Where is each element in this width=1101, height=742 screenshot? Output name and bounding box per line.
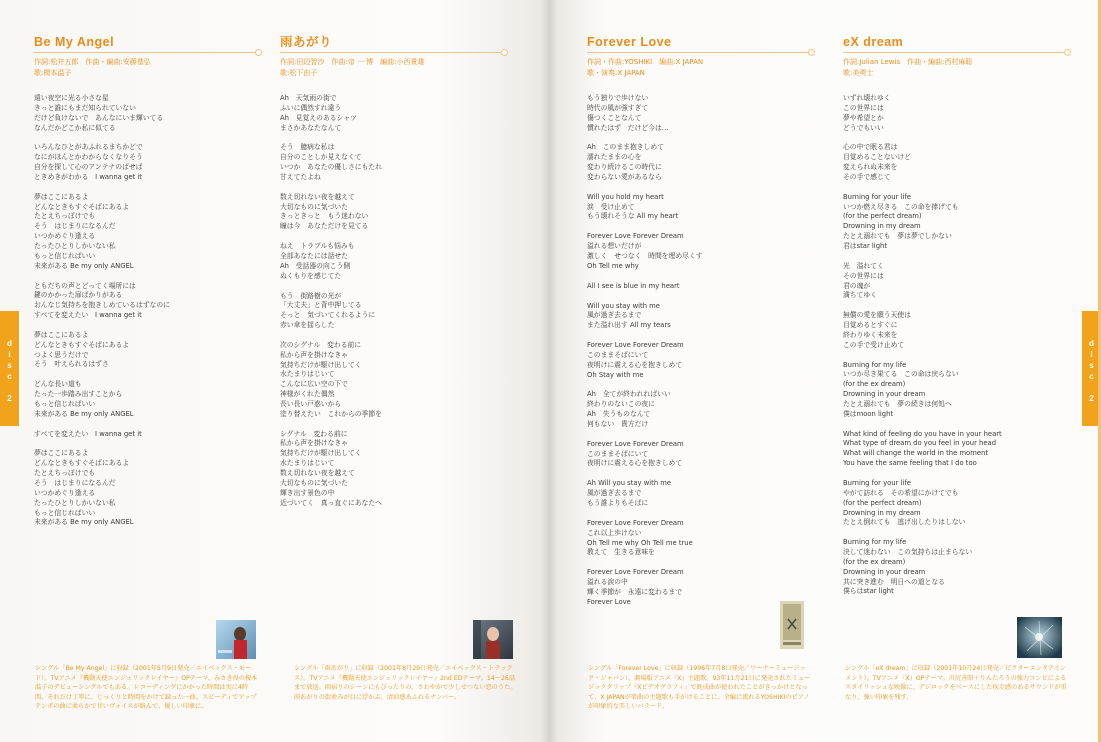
lyric-line: Oh Tell me why Oh Tell me true <box>587 538 693 547</box>
lyric-line: Ah 失うものなんて <box>587 410 651 419</box>
lyric-line: もう壊れそうな All my heart <box>587 212 679 221</box>
song-title: Be My Angel <box>34 35 115 49</box>
lyric-line: 心の中で眠る君は <box>843 143 898 152</box>
lyric-line: この世界には <box>843 103 884 112</box>
lyric-line: このままそばにいて <box>587 449 649 458</box>
lyric-stanza <box>843 262 1068 301</box>
lyric-stanza <box>587 479 812 509</box>
lyric-stanza <box>34 331 259 370</box>
lyric-line: (for the perfect dream) <box>843 212 922 221</box>
disc-tab-label <box>4 338 15 404</box>
lyric-stanza <box>587 390 812 429</box>
lyric-line: 瞳は今 あなただけを見てる <box>280 222 369 231</box>
lyric-line: いつか燃え尽きる この命を捧げても <box>843 202 959 211</box>
disc-tab-label <box>1086 338 1097 404</box>
lyric-line: 未来がある Be my only ANGEL <box>34 261 134 270</box>
release-note: シングル「Be My Angel」に収録（2001年5月9日発売／エイベックス・モード）。TVアニメ『機動天使エンジェリックレイヤー』OPテーマ。みさき役の榎本温子のデビューシングルでもある。レコーディングにかかった時間は実に4時間。それだけ丁寧に、じっくりと時間をかけて録った一曲。スピーディでアップテンポの曲に柔らかで甘いヴォイスが絡んで、優しい印象に。 <box>35 665 258 711</box>
lyric-stanza <box>280 292 505 331</box>
lyric-stanza <box>34 94 259 133</box>
lyric-line: 涙 受け止めて <box>587 202 635 211</box>
lyric-line: 未来がある Be my only ANGEL <box>34 409 134 418</box>
lyric-line: シグナル 変わる前に <box>280 429 348 438</box>
lyric-line: このままそばにいて <box>587 350 649 359</box>
lyric-line: どんなときもすぐそばにあるよ <box>34 202 130 211</box>
lyric-stanza <box>34 449 259 528</box>
lyric-line: 次のシグナル 変わる前に <box>280 340 362 349</box>
credit-line: 歌:松下由子 <box>280 68 318 77</box>
lyric-line: 赤い傘を揺らした <box>280 321 335 330</box>
lyric-line: 水たまりはじいて <box>280 370 335 379</box>
lyric-line: 夢はここにあるよ <box>34 449 89 458</box>
lyric-line: 光 溢れてく <box>843 261 884 270</box>
lyric-line: Drowning in your dream <box>843 567 926 576</box>
lyric-line: たとえ溺れても 夢の続きは何処へ <box>843 399 952 408</box>
release-note: シングル「雨あがり」に収録（2001年8月29日発売／エイベックス・トラックス）。TVアニメ『機動天使エンジェリックレイヤー』2nd EDテーマ。14〜26話まで放送。雨宿りのシーンにもぴったりの、さわやかで少しせつない恋のうた。雨あがりの街並みが目に浮かぶ、清涼感あふれるナンバー。 <box>294 665 517 701</box>
lyric-line: Ah このまま抱きしめて <box>587 143 664 152</box>
lyric-line: 夢や希望とか <box>843 113 884 122</box>
lyric-line: なにがほんとかわからなくなりそう <box>34 153 143 162</box>
song-column-be-my-angel <box>34 34 259 538</box>
lyric-line: つよく思うだけで <box>34 350 89 359</box>
lyric-line: Drowning in your dream <box>843 390 926 399</box>
lyric-line: そう 叶えられるはずさ <box>34 360 109 369</box>
lyric-line: すべてを変えたい I wanna get it <box>34 429 142 438</box>
lyric-line: 甘えてたよね <box>280 172 321 181</box>
lyric-line: 夜明けに震える心を抱きしめて <box>587 360 683 369</box>
lyric-line: なんだかどこか私に似てる <box>34 123 116 132</box>
lyric-line: その手で感じて <box>843 172 891 181</box>
title-rule <box>280 52 505 53</box>
lyrics-block <box>280 94 505 508</box>
lyric-stanza <box>34 282 259 321</box>
lyric-line: もっと信じればいい <box>34 251 96 260</box>
lyric-stanza <box>280 143 505 182</box>
lyric-stanza <box>34 193 259 272</box>
lyric-line: たった一歩踏み出すことから <box>34 390 123 399</box>
lyric-line: 教えて 生きる意味を <box>587 548 655 557</box>
lyric-line: 溢れる想いだけが <box>587 242 642 251</box>
lyric-line: 塗り替えたい これからの季節を <box>280 409 382 418</box>
lyric-line: Ah 天気雨の街で <box>280 94 337 102</box>
lyric-stanza <box>587 440 812 470</box>
lyric-line: (for the ex dream) <box>843 557 906 566</box>
lyric-line: 私から声を掛けなきゃ <box>280 439 348 448</box>
lyric-line: Ah Will you stay with me <box>587 479 672 488</box>
lyric-line: 未来がある Be my only ANGEL <box>34 518 134 527</box>
lyric-line: Will you hold my heart <box>587 192 664 201</box>
lyric-line: 傷つくことなんて <box>587 113 642 122</box>
lyric-line: 時代の風が強すぎて <box>587 103 649 112</box>
cover-thumbnail-ex-dream <box>1017 617 1062 658</box>
lyric-line: 激しく せつなく 時間を埋め尽くす <box>587 251 703 260</box>
release-note: シングル「Forever Love」に収録（1996年7月8日発売／ワーナーミュージック・ジャパン）。劇場版アニメ『X』主題歌。93年11月21日に発売されたミュージッククリップ『Xビデオグラフィ』で既成曲が使われたことがきっかけとなって、X JAPANが楽曲の主題歌も手がけることに。全編に流れるYOSHIKIのピアノが印象的な美しいバラード。 <box>588 665 811 711</box>
lyric-line: Burning for your life <box>843 192 911 201</box>
lyric-line: You have the same feeling that I do too <box>843 459 977 468</box>
song-title: eX dream <box>843 35 904 49</box>
lyric-line: どんなときもすぐそばにあるよ <box>34 459 130 468</box>
lyric-line: All I see is blue in my heart <box>587 281 680 290</box>
rule-dot-icon <box>501 49 508 56</box>
lyric-line: すべてを変えたい I wanna get it <box>34 311 142 320</box>
lyric-line: 数え切れない夜を越えて <box>280 192 355 201</box>
rule-dot-icon <box>808 49 815 56</box>
lyric-stanza <box>843 94 1068 133</box>
lyric-stanza <box>843 143 1068 182</box>
lyric-line: Oh Stay with me <box>587 370 644 379</box>
lyric-line: ぬくもりを感じてた <box>280 271 342 280</box>
cover-thumbnail-forever-love <box>780 601 804 649</box>
lyric-line: Forever Love Forever Dream <box>587 232 684 241</box>
lyric-line: 終わりゆく未来を <box>843 330 898 339</box>
lyric-line: その世界には <box>843 271 884 280</box>
lyric-line: どんな長い道も <box>34 380 82 389</box>
credit-line: 歌・演奏:X JAPAN <box>587 68 645 77</box>
rule-dot-icon <box>1064 49 1071 56</box>
lyric-line: 全部あなたには話せた <box>280 251 348 260</box>
lyric-line: こんなに広い空の下で <box>280 380 348 389</box>
disc-tab-text: d i s c 2 <box>1089 339 1094 403</box>
lyric-line: そう はじまりになるんだ <box>34 479 116 487</box>
lyric-stanza <box>587 282 812 292</box>
lyric-stanza <box>843 538 1068 597</box>
lyric-line: まさかあなたなんて <box>280 123 342 132</box>
lyric-stanza <box>843 430 1068 469</box>
lyric-line: たとえ倒れても 逃げ出したりはしない <box>843 518 966 527</box>
lyric-line: たったひとりしかいない私 <box>34 241 116 250</box>
song-column-forever-love <box>587 34 812 618</box>
lyric-line: 満ちてゆく <box>843 291 877 300</box>
cover-thumbnail-ameagari <box>473 620 513 659</box>
lyric-line: Ah 受話器の向こう側 <box>280 261 351 270</box>
lyric-line: What type of dream do you feel in your head <box>843 439 997 448</box>
lyric-line: きっときっと もう迷わない <box>280 212 369 221</box>
song-title: Forever Love <box>587 35 672 49</box>
lyric-line: 風が過ぎ去るまで <box>587 311 642 320</box>
credit-line: 作詞:松井五郎 作曲・編曲:安藤基弘 <box>34 58 151 66</box>
credit-line: 作詞・作曲:YOSHIKI 編曲:X JAPAN <box>587 58 704 66</box>
title-rule <box>843 52 1068 53</box>
lyric-line: いつかめぐり逢える <box>34 488 96 497</box>
lyric-stanza <box>280 242 505 281</box>
lyric-stanza <box>843 479 1068 528</box>
lyric-line: Ah 全てが終われればいい <box>587 390 671 399</box>
lyric-line: 目覚めることないけど <box>843 153 911 162</box>
lyric-line: 共に突き進む 明日への道となる <box>843 577 945 586</box>
lyric-line: (for the perfect dream) <box>843 498 922 507</box>
lyric-line: Burning for your life <box>843 479 911 487</box>
lyric-line: Oh Tell me why <box>587 261 639 270</box>
lyric-line: Drowning in my dream <box>843 222 921 231</box>
lyric-line: たとえちっぽけでも <box>34 469 96 478</box>
lyric-line: いずれ壊れゆく <box>843 94 891 102</box>
lyric-line: Burning for my life <box>843 538 907 547</box>
lyric-line: 長い長い戸惑いから <box>280 399 342 408</box>
lyric-line: そっと 気づいてくれるように <box>280 311 376 320</box>
lyric-line: もっと信じればいい <box>34 399 96 408</box>
lyric-line: What will change the world in the moment <box>843 449 988 458</box>
lyric-line: 近づいてく 真っ直ぐにあなたへ <box>280 498 382 507</box>
credit-line: 作詞:Julian Lewis 作曲・編曲:西村麻聡 <box>843 58 973 66</box>
lyric-line: 神様がくれた偶然 <box>280 390 335 399</box>
lyric-line: Forever Love Forever Dream <box>587 518 684 527</box>
lyric-line: 決して迷わない この気持ちは止まらない <box>843 548 973 557</box>
lyric-line: 夢はここにあるよ <box>34 330 89 339</box>
lyric-line: ふいに偶然すれ違う <box>280 103 342 112</box>
lyric-stanza <box>843 311 1068 350</box>
lyric-line: 夢はここにあるよ <box>34 192 89 201</box>
binding-gutter <box>540 0 558 742</box>
lyric-line: また溢れ出す All my tears <box>587 321 671 330</box>
lyric-line: 慣れたはず だけど今は… <box>587 123 669 132</box>
lyric-line: ねえ トラブルも悩みも <box>280 242 355 251</box>
lyric-line: 輝き出す景色の中 <box>280 488 335 497</box>
lyric-line: ともだちの声とどってく場所には <box>34 281 136 290</box>
lyric-line: Forever Love Forever Dream <box>587 341 684 350</box>
lyric-stanza <box>587 341 812 380</box>
lyric-line: どうでもいい <box>843 123 884 132</box>
lyric-line: 大切なものに気づいた <box>280 202 348 211</box>
rule-dot-icon <box>255 49 262 56</box>
lyric-stanza <box>587 519 812 558</box>
lyric-line: 変えられぬ未来を <box>843 163 898 172</box>
lyric-line: 気持ちだけが駆け出してく <box>280 449 362 458</box>
lyric-line: 何もない 貴方だけ <box>587 419 649 428</box>
lyrics-block <box>34 94 259 528</box>
credit-line: 歌:榎本温子 <box>34 68 72 77</box>
lyric-line: Forever Love Forever Dream <box>587 568 684 577</box>
lyric-stanza <box>34 380 259 419</box>
lyric-line: 変わり続けるこの時代に <box>587 163 662 172</box>
song-column-ameagari <box>280 34 505 518</box>
credit-line: 作詞:田辺智沙 作曲:帝 一 博 編曲:小西貴雄 <box>280 58 425 66</box>
lyric-stanza <box>587 302 812 332</box>
lyric-stanza <box>280 94 505 133</box>
lyric-stanza <box>587 94 812 133</box>
lyric-stanza <box>34 430 259 440</box>
lyric-line: 自分のことしか見えなくて <box>280 153 362 162</box>
lyric-line: 遠い夜空に光る小さな星 <box>34 94 109 102</box>
lyric-line: きっと誰にもまだ知られていない <box>34 103 136 112</box>
lyrics-block <box>587 94 812 608</box>
lyric-line: もう独りで歩けない <box>587 94 649 102</box>
release-note: シングル「eX dream」に収録（2001年10月24日発売／ビクターエンタテインメント）。TVアニメ『X』OPテーマ。川尻善昭＋りんたろうの強力コンビによるスタイリッシュな映像に、デジロックをベースにした疾走感のあるサウンドが重なり、強い印象を残す。 <box>845 665 1067 701</box>
lyric-line: Will you stay with me <box>587 301 660 310</box>
lyric-line: だけど負けないで あんなにいま輝いてる <box>34 113 164 122</box>
lyric-line: どんなときもすぐそばにあるよ <box>34 340 130 349</box>
lyric-stanza <box>587 143 812 182</box>
lyric-line: Forever Love Forever Dream <box>587 439 684 448</box>
lyric-line: 私から声を掛けなきゃ <box>280 350 348 359</box>
title-rule <box>587 52 812 53</box>
lyric-line: もう 街路樹の光が <box>280 291 342 300</box>
lyric-stanza <box>34 143 259 182</box>
lyric-stanza <box>280 341 505 420</box>
lyric-line: この手で受け止めて <box>843 340 905 349</box>
lyric-line: Drowning in my dream <box>843 508 921 517</box>
lyric-line: もう誰よりもそばに <box>587 499 649 507</box>
lyric-line: 濡れたままの心を <box>587 153 642 162</box>
lyric-line: 「大丈夫」と背中押してる <box>280 301 362 310</box>
lyric-line: 溢れる涙の中 <box>587 578 628 587</box>
cover-thumbnail-be-my-angel <box>216 620 256 659</box>
lyric-line: 大切なものに気づいた <box>280 478 348 487</box>
lyric-line: 水たまりはじいて <box>280 459 335 468</box>
lyric-line: 無償の愛を願う天使は <box>843 311 911 320</box>
lyric-line: 気持ちだけが駆け出してく <box>280 360 362 369</box>
lyric-line: おんなじ気持ちを抱きしめているはずなのに <box>34 301 170 310</box>
lyric-line: たとえちっぽけでも <box>34 212 96 221</box>
lyric-line: たとえ溺れても 夢は夢でしかない <box>843 232 952 241</box>
disc-tab-left <box>0 311 19 426</box>
lyric-line: (for the ex dream) <box>843 380 906 389</box>
lyric-line: たったひとりしかいない私 <box>34 498 116 507</box>
lyric-line: 終わりのないこの夜に <box>587 400 655 409</box>
lyric-stanza <box>587 568 812 607</box>
lyric-line: もっと信じればいい <box>34 508 96 517</box>
lyric-stanza <box>280 430 505 509</box>
lyric-line: いつかめぐり逢える <box>34 232 96 241</box>
lyric-line: やがて訪れる その希望にかけてでも <box>843 488 959 497</box>
lyric-line: 変わらない愛があるなら <box>587 172 662 181</box>
lyric-stanza <box>843 193 1068 252</box>
lyric-line: 自分を探して心のアンテナのばせば <box>34 163 143 172</box>
disc-tab-text: d i s c 2 <box>7 339 12 403</box>
lyrics-block <box>843 94 1068 597</box>
title-rule <box>34 52 259 53</box>
lyric-line: 目覚めるとすぐに <box>843 321 898 330</box>
lyric-line: What kind of feeling do you have in your heart <box>843 429 1002 438</box>
lyric-line: Ah 見覚えのあるシャツ <box>280 113 357 122</box>
lyric-line: そう 臆病な私は <box>280 143 335 152</box>
lyric-line: 風が過ぎ去るまで <box>587 489 642 498</box>
lyric-line: 君の魂が <box>843 281 871 290</box>
lyric-line: 君はstar light <box>843 241 887 250</box>
lyric-line: 僕はmoon light <box>843 409 894 418</box>
lyric-line: 僕らはstar light <box>843 587 894 596</box>
lyric-line: これ以上歩けない <box>587 528 642 537</box>
song-column-ex-dream <box>843 34 1068 607</box>
lyric-stanza <box>280 193 505 232</box>
lyric-stanza <box>587 193 812 223</box>
lyric-line: 夜明けに震える心を抱きしめて <box>587 459 683 468</box>
lyric-line: いろんなひとがあふれるまちかどで <box>34 143 143 152</box>
lyric-line: 鍵のかかった扉ばかりがある <box>34 291 123 300</box>
lyric-line: 数え切れない夜を越えて <box>280 469 355 477</box>
credit-line: 歌:美勇士 <box>843 68 874 77</box>
lyric-line: そう はじまりになるんだ <box>34 222 116 231</box>
lyric-stanza <box>587 232 812 271</box>
lyric-line: 輝く季節が 永遠に変わるまで <box>587 587 683 596</box>
lyric-line: Burning for my life <box>843 360 907 369</box>
song-title: 雨あがり <box>280 35 333 49</box>
lyric-line: ときめきがわかる I wanna get it <box>34 172 142 181</box>
lyric-line: いつか あなたの優しさにもたれ <box>280 163 382 172</box>
lyric-line: Forever Love <box>587 597 631 606</box>
lyric-stanza <box>843 361 1068 420</box>
lyric-line: いつか尽き果てる この命は戻らない <box>843 370 959 379</box>
